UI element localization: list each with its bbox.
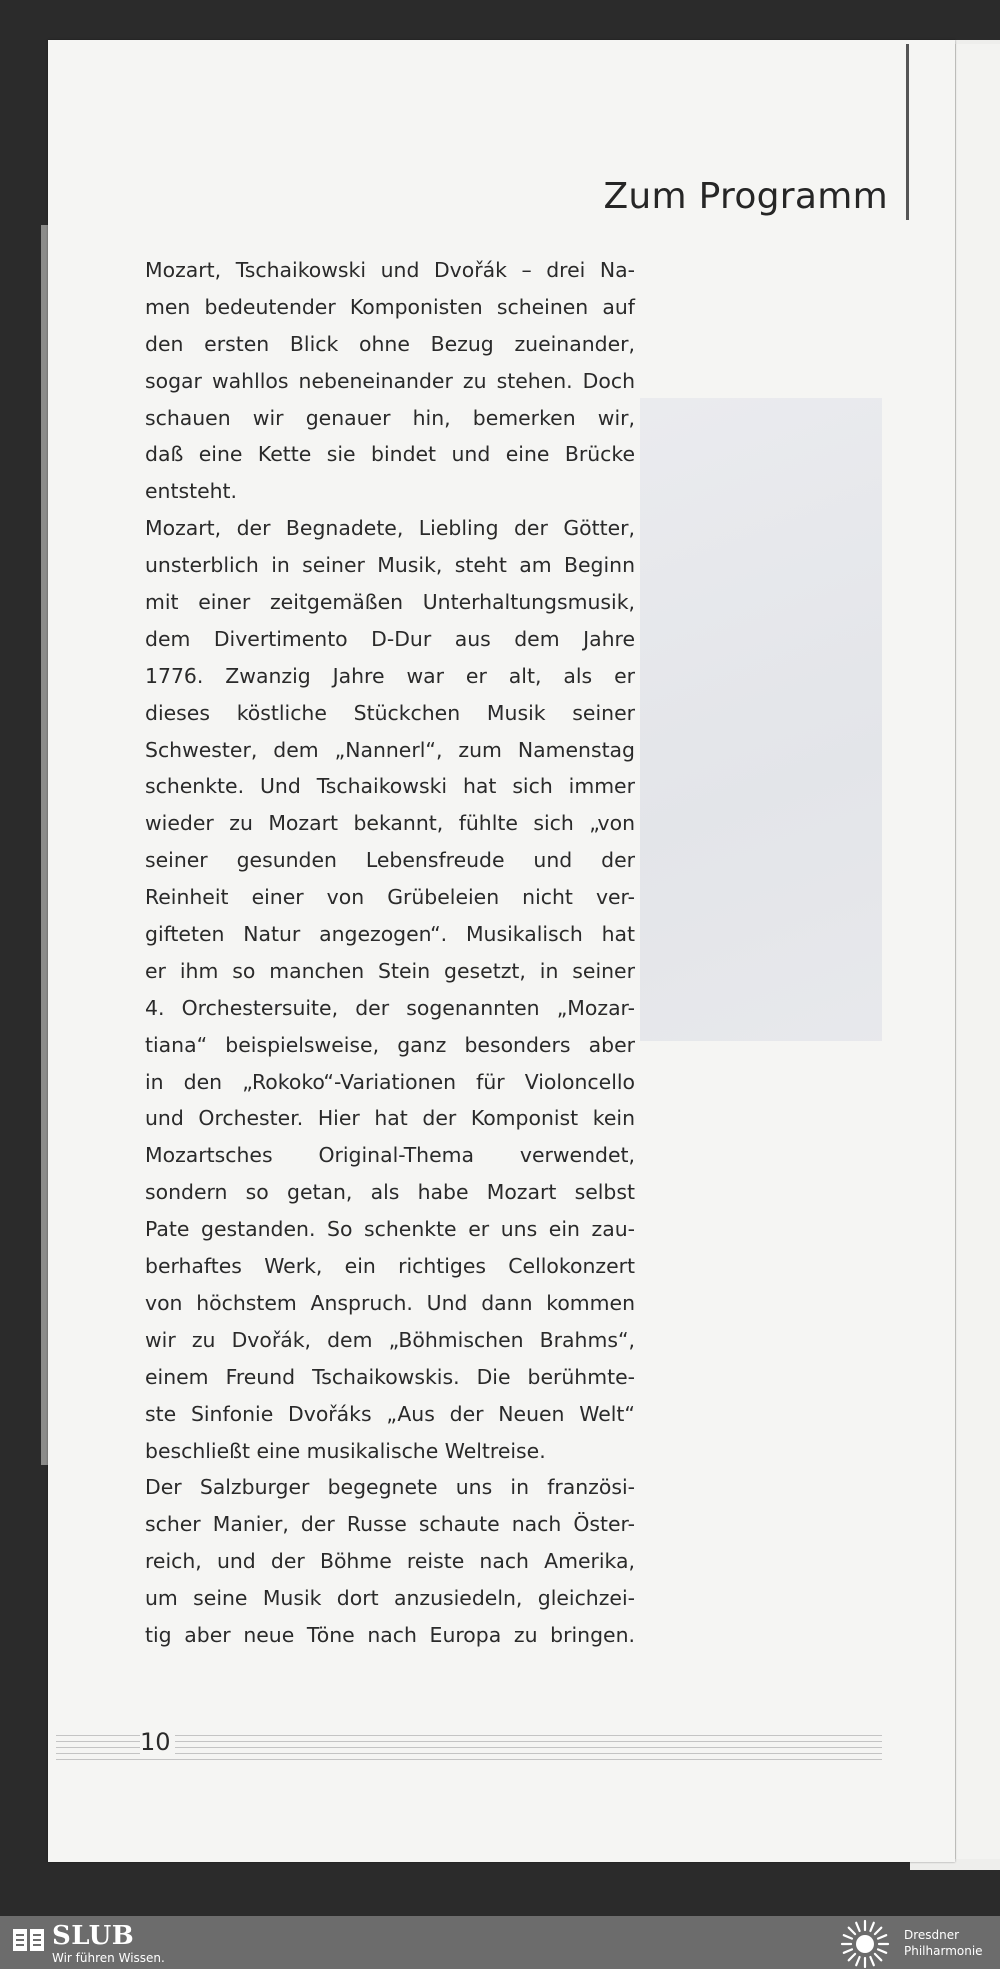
text-line: 1776. Zwanzig Jahre war er alt, als er [145, 663, 635, 688]
text-line: wieder zu Mozart bekannt, fühlte sich „von [145, 811, 635, 836]
text-line: Mozartsches Original-Thema verwendet, [145, 1143, 635, 1168]
footer-rules [56, 1727, 882, 1767]
footer-rule [56, 1741, 882, 1742]
text-line: von höchstem Anspruch. Und dann kommen [145, 1290, 635, 1315]
text-line: und Orchester. Hier hat der Komponist kein [145, 1106, 635, 1131]
text-line: er ihm so manchen Stein gesetzt, in seiner [145, 958, 635, 983]
text-line: scher Manier, der Russe schaute nach Öster- [145, 1512, 635, 1537]
text-line: sondern so getan, als habe Mozart selbst [145, 1180, 635, 1205]
text-line: reich, und der Böhme reiste nach Amerika, [145, 1549, 635, 1574]
text-line: Mozart, der Begnadete, Liebling der Götter, [145, 516, 635, 541]
partner-name-line1: Dresdner [904, 1928, 960, 1942]
text-line: men bedeutender Komponisten scheinen auf [145, 294, 635, 319]
left-page-strip [41, 225, 48, 1465]
text-line: schenkte. Und Tschaikowski hat sich immer [145, 774, 635, 799]
text-line: dem Divertimento D-Dur aus dem Jahre [145, 626, 635, 651]
footer-rule [56, 1747, 882, 1748]
text-line: um seine Musik dort anzusiedeln, gleichzei- [145, 1586, 635, 1611]
page-fold-line [906, 44, 909, 220]
back-page-edge [955, 44, 1000, 1859]
text-line: schauen wir genauer hin, bemerken wir, [145, 405, 635, 430]
text-line: seiner gesunden Lebensfreude und der [145, 848, 635, 873]
text-line: in den „Rokoko“-Variationen für Violoncello [145, 1069, 635, 1094]
text-line: gifteten Natur angezogen“. Musikalisch hat [145, 922, 635, 947]
text-line: Der Salzburger begegnete uns in französi- [145, 1475, 635, 1500]
text-line: ste Sinfonie Dvořáks „Aus der Neuen Welt“ [145, 1401, 635, 1426]
text-line: wir zu Dvořák, dem „Böhmischen Brahms“, [145, 1327, 635, 1352]
sunburst-logo-icon [840, 1919, 890, 1969]
text-line: Schwester, dem „Nannerl“, zum Namenstag [145, 737, 635, 762]
book-icon [12, 1926, 46, 1954]
text-line: entsteht. [145, 479, 238, 504]
text-line: Reinheit einer von Grübeleien nicht ver- [145, 885, 635, 910]
text-line: sogar wahllos nebeneinander zu stehen. Doch [145, 368, 635, 393]
text-line: Mozart, Tschaikowski und Dvořák – drei Na- [145, 258, 635, 282]
text-line: den ersten Blick ohne Bezug zueinander, [145, 331, 635, 356]
text-line: einem Freund Tschaikowskis. Die berühmte- [145, 1364, 635, 1389]
text-line: tiana“ beispielsweise, ganz besonders aber [145, 1032, 635, 1057]
text-line: mit einer zeitgemäßen Unterhaltungsmusik, [145, 590, 635, 615]
text-line: beschließt eine musikalische Weltreise. [145, 1438, 546, 1463]
text-line: daß eine Kette sie bindet und eine Brücke [145, 442, 635, 467]
text-line: tig aber neue Töne nach Europa zu bringen. [145, 1622, 635, 1647]
footer-rule [56, 1759, 882, 1760]
partner-name-line2: Philharmonie [904, 1944, 983, 1958]
text-line: Pate gestanden. So schenkte er uns ein zau- [145, 1217, 635, 1242]
text-line: 4. Orchestersuite, der sogenannten „Mozar- [145, 995, 635, 1020]
library-name: SLUB [52, 1921, 135, 1951]
text-line: berhaftes Werk, ein richtiges Cellokonzert [145, 1254, 635, 1279]
bleed-through-image [640, 398, 882, 1041]
page-title: Zum Programm [603, 176, 888, 217]
library-tagline: Wir führen Wissen. [52, 1951, 165, 1965]
text-line: unsterblich in seiner Musik, steht am Beginn [145, 553, 635, 578]
page-number: 10 [140, 1728, 175, 1756]
footer-rule [56, 1735, 882, 1736]
body-text [145, 252, 635, 1654]
text-line: dieses köstliche Stückchen Musik seiner [145, 700, 635, 725]
footer-rule [56, 1753, 882, 1754]
library-footer-bar [0, 1916, 1000, 1969]
